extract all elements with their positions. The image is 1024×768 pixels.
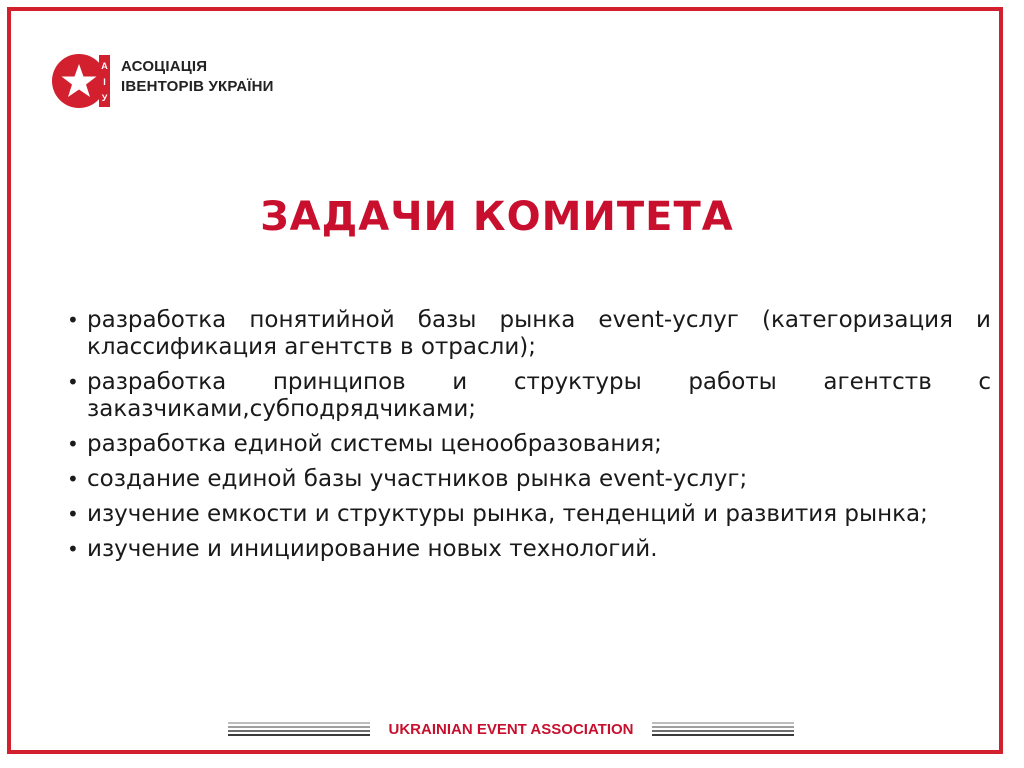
bullet-icon: • bbox=[67, 370, 79, 394]
bullet-icon: • bbox=[67, 467, 79, 491]
task-item bbox=[65, 431, 991, 458]
task-item bbox=[65, 369, 991, 423]
bullet-icon: • bbox=[67, 432, 79, 456]
task-item-text: изучение емкости и структуры рынка, тенденций и развития рынка; bbox=[87, 501, 928, 527]
star-icon bbox=[51, 51, 111, 111]
slide-frame bbox=[7, 7, 1003, 754]
task-item-text: изучение и инициирование новых технологий. bbox=[87, 536, 658, 562]
svg-text:І: І bbox=[103, 77, 106, 87]
task-item bbox=[65, 466, 991, 493]
task-list bbox=[65, 307, 991, 571]
footer-stripes-left bbox=[228, 722, 370, 736]
task-item-text: разработка единой системы ценообразования; bbox=[87, 431, 662, 457]
bullet-icon: • bbox=[67, 308, 79, 332]
footer-stripes-right bbox=[652, 722, 794, 736]
association-logo bbox=[51, 51, 291, 111]
svg-text:У: У bbox=[101, 93, 108, 103]
task-item-text: разработка принципов и структуры работы агентств с заказчиками,субподрядчиками; bbox=[87, 369, 991, 422]
footer-banner bbox=[228, 718, 794, 742]
bullet-icon: • bbox=[67, 502, 79, 526]
task-item bbox=[65, 536, 991, 563]
bullet-icon: • bbox=[67, 537, 79, 561]
footer-label: UKRAINIAN EVENT ASSOCIATION bbox=[388, 721, 634, 738]
task-item-text: создание единой базы участников рынка event-услуг; bbox=[87, 466, 748, 492]
logo-text bbox=[121, 57, 274, 97]
task-item bbox=[65, 501, 991, 528]
task-item-text: разработка понятийной базы рынка event-услуг (категоризация и классификация агентств в отрасли); bbox=[87, 307, 991, 360]
svg-text:А: А bbox=[101, 61, 108, 71]
task-item bbox=[65, 307, 991, 361]
logo-line-1: АСОЦІАЦІЯ bbox=[121, 58, 208, 75]
slide-title: ЗАДАЧИ КОМИТЕТА bbox=[260, 194, 734, 240]
logo-line-2: ІВЕНТОРІВ УКРАЇНИ bbox=[121, 78, 274, 95]
